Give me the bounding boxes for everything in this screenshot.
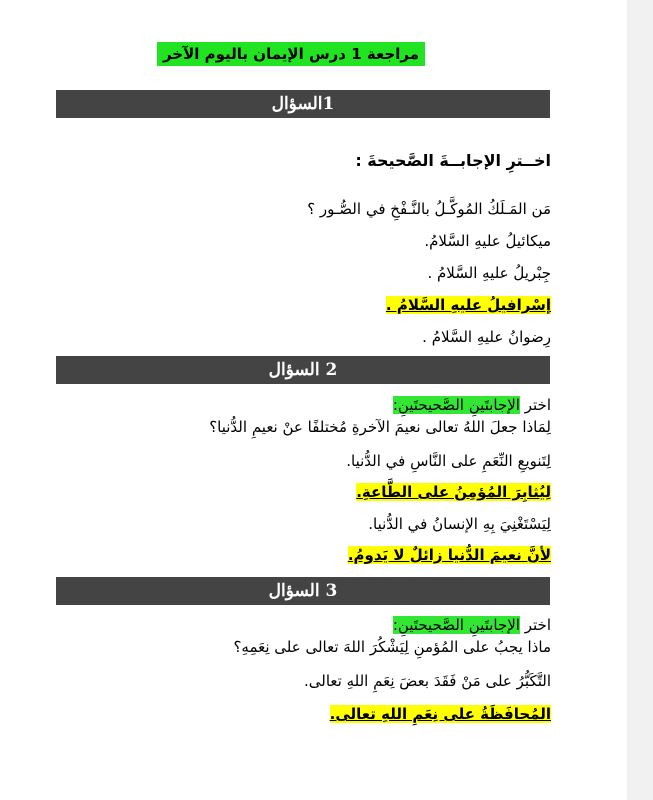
- question-1-instruction: اخــترِ الإجابــةَ الصَّحيحةَ :: [355, 151, 551, 170]
- question-2-option-3: لِيَسْتَغْنِيَ بِهِ الإنسانُ في الدُّنيا.: [368, 515, 551, 533]
- question-3-text: ماذا يجبُ على المُؤمنِ لِيَشْكُرَ اللهَ تعالى على نِعَمِهِ؟: [233, 638, 551, 656]
- page-margin-strip: [627, 0, 653, 800]
- question-1-option-1: ميكائيلُ عليهِ السَّلامُ.: [424, 232, 551, 250]
- question-3-instruction: [393, 614, 551, 636]
- correct-answer-highlight: إسْرافيلُ عليهِ السَّلامُ .: [385, 296, 551, 314]
- instruction-highlight: الإجابتَينِ الصَّحيحتَينِ:: [392, 396, 520, 414]
- question-3-option-1: التَّكَبُّرُ على مَنْ فَقَدَ بعضَ نِعَمِ اللهِ تعالى.: [304, 672, 551, 690]
- correct-answer-highlight: لِيُثابِرَ المُؤمِنُ على الطَّاعةِ.: [356, 483, 551, 501]
- question-2-option-4-correct: [348, 544, 551, 566]
- question-1-option-3-correct: [386, 294, 551, 316]
- instruction-prefix: اختر: [524, 616, 551, 634]
- question-2-option-1: لِتَنويعِ النِّعَمِ على النَّاسِ في الدُّنيا.: [346, 452, 551, 470]
- instruction-prefix: اختر: [524, 396, 551, 414]
- correct-answer-highlight: لأنَّ نعيمَ الدُّنيا زائلٌ لا يَدومُ.: [347, 546, 551, 564]
- question-1-header: 1السؤال: [56, 90, 550, 118]
- question-1-option-2: جِبْريلُ عليهِ السَّلامُ .: [427, 264, 551, 282]
- question-3-option-2-correct: [330, 703, 551, 725]
- question-1-text: مَن المَـلَكُ المُوكَّـلُ بالنَّـفْخِ في الصُّـور ؟: [307, 200, 551, 218]
- question-2-option-2-correct: [356, 481, 551, 503]
- question-2-text: لِمَاذا جعلَ اللهُ تعالى نعيمَ الآخرةِ مُختلفًا عنْ نعيمِ الدُّنيا؟: [209, 418, 551, 436]
- page-title: مراجعة 1 درس الإيمان باليوم الآخر: [157, 42, 425, 66]
- question-2-header: 2 السؤال: [56, 356, 550, 384]
- question-3-header: 3 السؤال: [56, 577, 550, 605]
- correct-answer-highlight: المُحافَظَةُ على نِعَمِ اللهِ تعالى.: [329, 705, 551, 723]
- question-1-option-4: رِضوانُ عليهِ السَّلامُ .: [422, 328, 551, 346]
- instruction-highlight: الإجابتَينِ الصَّحيحتَينِ:: [392, 616, 520, 634]
- question-2-instruction: [393, 394, 551, 416]
